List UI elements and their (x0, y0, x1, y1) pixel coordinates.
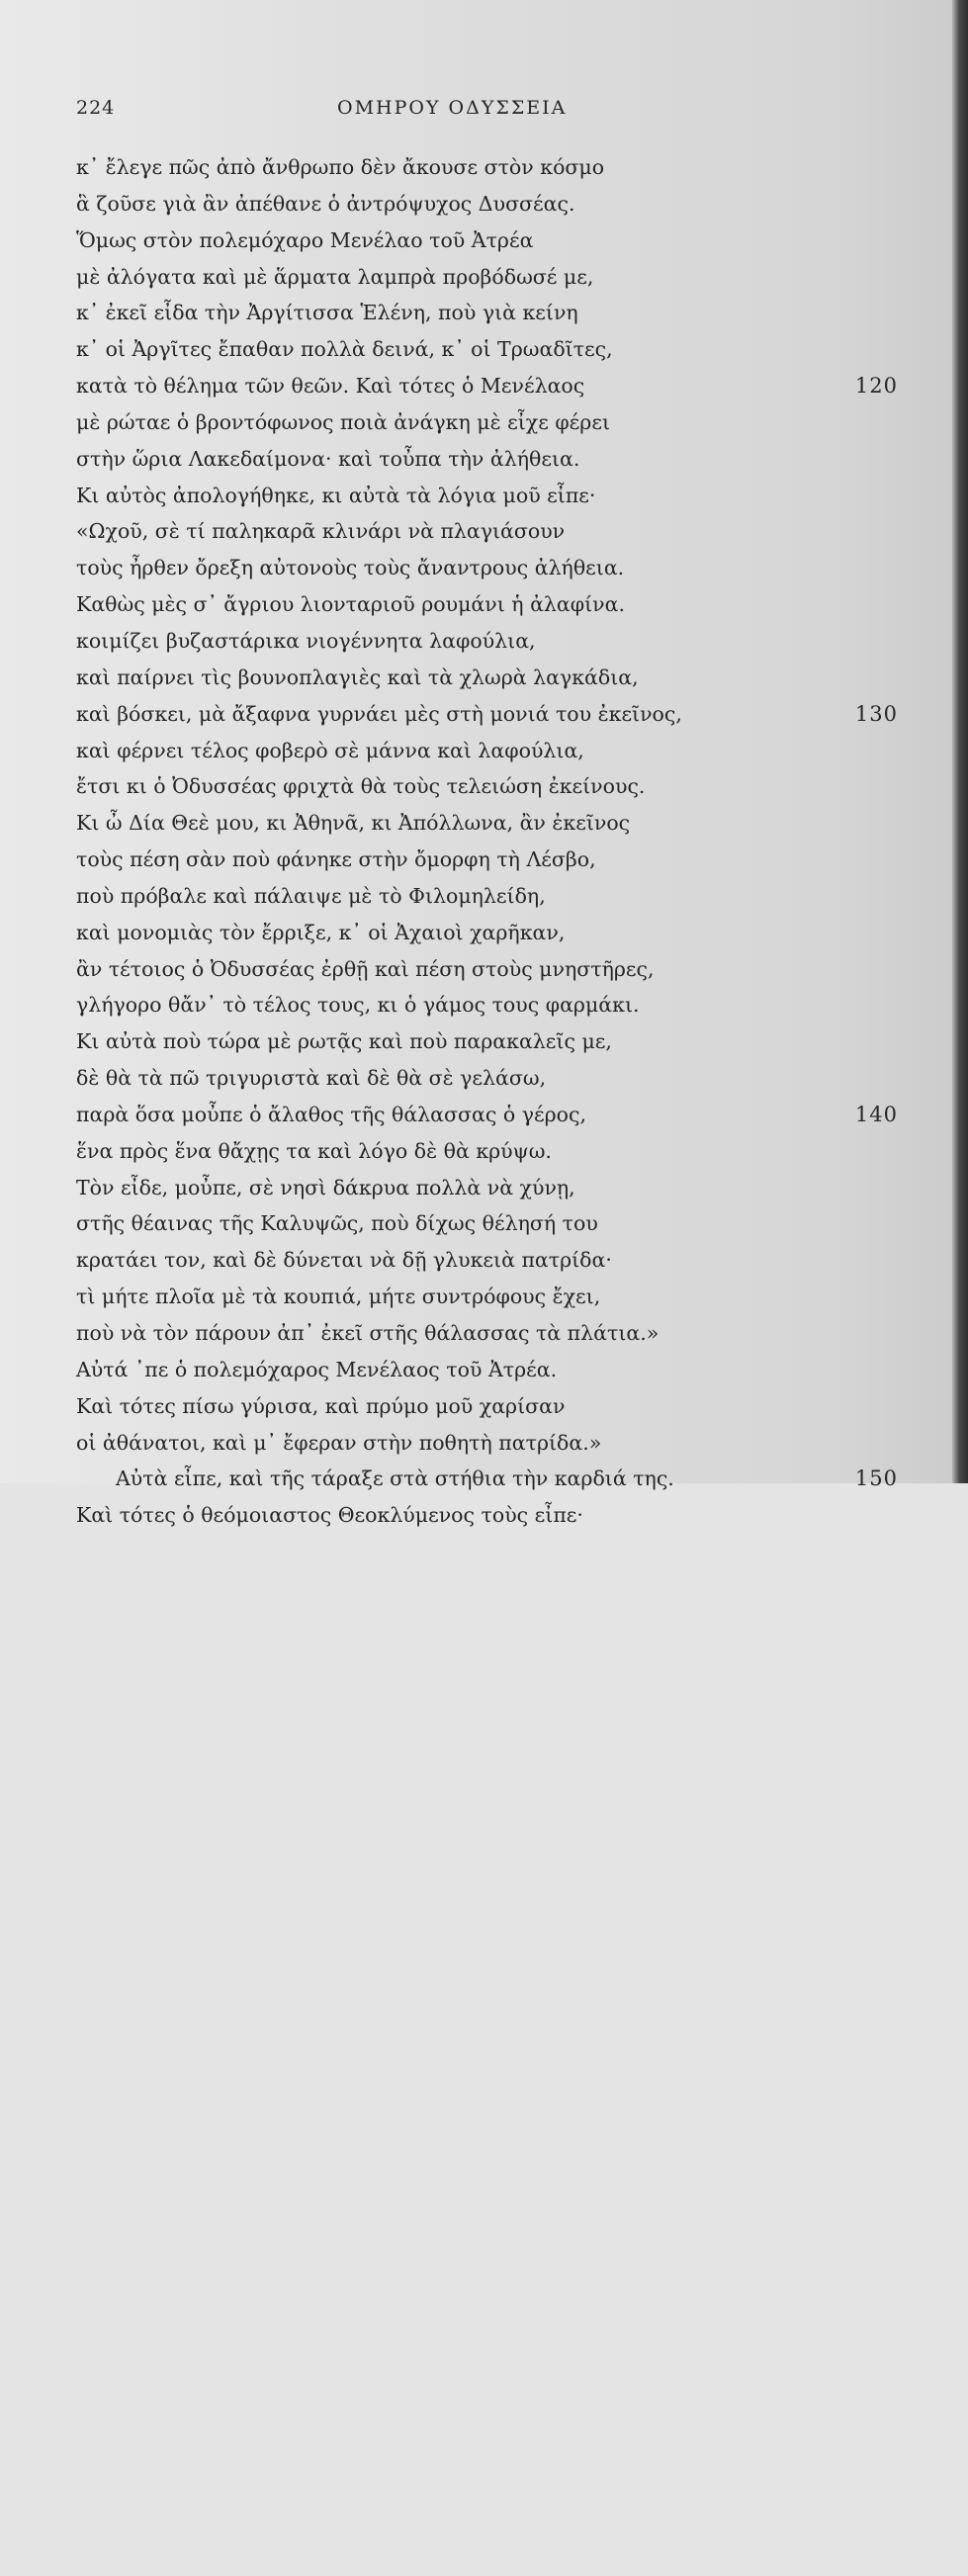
verse-line (76, 149, 907, 186)
verse-line (76, 1133, 907, 1170)
verse-block (76, 149, 907, 1534)
verse-line (76, 733, 907, 769)
verse-line-text: κοιμίζει βυζαστάρικα νιογέννητα λαφούλια, (76, 628, 536, 653)
verse-line-text: οἱ ἀθάνατοι, καὶ μ᾿ ἔφεραν στὴν ποθητὴ πατρίδα.» (76, 1430, 602, 1455)
verse-line (76, 1205, 907, 1242)
verse-line (76, 878, 907, 915)
verse-line (76, 368, 907, 404)
verse-line (76, 550, 907, 586)
verse-line (76, 1497, 907, 1534)
verse-line (76, 1170, 907, 1206)
verse-line-text: Αὐτά ᾿πε ὁ πολεμόχαρος Μενέλαος τοῦ Ἀτρέα. (76, 1357, 558, 1381)
verse-line (76, 768, 907, 805)
verse-line (76, 186, 907, 222)
line-number: 150 (854, 1466, 898, 1491)
verse-line (76, 1315, 907, 1352)
verse-line-text: καὶ φέρνει τέλος φοβερὸ σὲ μάννα καὶ λαφούλια, (76, 738, 584, 762)
verse-line (76, 478, 907, 514)
line-number: 120 (854, 374, 898, 399)
verse-line (76, 1023, 907, 1060)
verse-line-text: παρὰ ὅσα μοὖπε ὁ ἄλαθος τῆς θάλασσας ὁ γέρος, (76, 1102, 586, 1126)
verse-line-text: στῆς θέαινας τῆς Καλυψῶς, ποὺ δίχως θέλησή του (76, 1211, 598, 1236)
verse-line-text: ποὺ νὰ τὸν πάρουν ἀπ᾿ ἐκεῖ στῆς θάλασσας τὰ πλάτια.» (76, 1321, 660, 1345)
verse-line-text: Καὶ τότες ὁ θεόμοιαστος Θεοκλύμενος τοὺς εἶπε· (76, 1503, 583, 1528)
verse-line-text: μὲ ἀλόγατα καὶ μὲ ἅρματα λαμπρὰ προβόδωσέ με, (76, 264, 594, 289)
verse-line-text: ἃ ζοῦσε γιὰ ἂν ἀπέθανε ὁ ἀντρόψυχος Δυσσέας. (76, 191, 575, 216)
verse-line-text: τοὺς ἦρθεν ὄρεξη αὐτονοὺς τοὺς ἄναντρους ἀλήθεια. (76, 556, 625, 580)
verse-line-text: δὲ θὰ τὰ πῶ τριγυριστὰ καὶ δὲ θὰ σὲ γελάσω, (76, 1066, 547, 1091)
verse-line (76, 1352, 907, 1388)
page-number: 224 (76, 97, 116, 119)
page-header (76, 97, 630, 127)
verse-line (76, 1060, 907, 1097)
verse-line-text: στὴν ὥρια Λακεδαίμονα· καὶ τοὖπα τὴν ἀλήθεια. (76, 446, 580, 471)
verse-line (76, 513, 907, 550)
verse-line (76, 1388, 907, 1425)
verse-line-text: γλήγορο θἄν᾿ τὸ τέλος τους, κι ὁ γάμος τους φαρμάκι. (76, 993, 640, 1018)
verse-line-text: Ὅμως στὸν πολεμόχαρο Μενέλαο τοῦ Ἀτρέα (76, 227, 534, 252)
verse-line (76, 259, 907, 296)
verse-line (76, 987, 907, 1023)
verse-line-text: κ᾿ οἱ Ἀργῖτες ἔπαθαν πολλὰ δεινά, κ᾿ οἱ Τρωαδῖτες, (76, 337, 613, 362)
line-number: 140 (854, 1102, 898, 1126)
verse-line (76, 696, 907, 733)
verse-line-text: Κι αὐτὰ ποὺ τώρα μὲ ρωτᾷς καὶ ποὺ παρακαλεῖς με, (76, 1029, 612, 1054)
verse-line (76, 441, 907, 478)
verse-line-text: κ᾿ ἔλεγε πῶς ἀπὸ ἄνθρωπο δὲν ἄκουσε στὸν κόσμο (76, 155, 605, 179)
verse-line-text: καὶ παίρνει τὶς βουνοπλαγιὲς καὶ τὰ χλωρὰ λαγκάδια, (76, 665, 639, 689)
verse-line (76, 915, 907, 951)
verse-line (76, 222, 907, 259)
verse-line (76, 1461, 907, 1497)
running-head: ΟΜΗΡΟΥ ΟΔΥΣΣΕΙΑ (337, 97, 568, 119)
verse-line (76, 1425, 907, 1462)
verse-line (76, 586, 907, 623)
line-number: 130 (854, 701, 898, 726)
verse-line-text: κρατάει τον, καὶ δὲ δύνεται νὰ δῇ γλυκειὰ πατρίδα· (76, 1248, 612, 1273)
verse-line-text: μὲ ρώταε ὁ βροντόφωνος ποιὰ ἀνάγκη μὲ εἶχε φέρει (76, 409, 611, 434)
verse-line-text: ἕνα πρὸς ἕνα θἄχῃς τα καὶ λόγο δὲ θὰ κρύψω. (76, 1138, 552, 1163)
verse-line-text: Κι ὦ Δία Θεὲ μου, κι Ἀθηνᾶ, κι Ἀπόλλωνα, ἂν ἐκεῖνος (76, 811, 631, 836)
verse-line (76, 331, 907, 368)
verse-line-text: ποὺ πρόβαλε καὶ πάλαιψε μὲ τὸ Φιλομηλείδη, (76, 883, 546, 908)
verse-line-text: τὶ μήτε πλοῖα μὲ τὰ κουπιά, μήτε συντρόφους ἔχει, (76, 1285, 601, 1309)
verse-line (76, 805, 907, 842)
verse-line-text: ἂν τέτοιος ὁ Ὀδυσσέας ἐρθῇ καὶ πέση στοὺς μνηστῆρες, (76, 956, 655, 981)
verse-line-text: κ᾿ ἐκεῖ εἶδα τὴν Ἀργίτισσα Ἑλένη, ποὺ γιὰ κείνη (76, 301, 578, 325)
verse-line-text: καὶ μονομιὰς τὸν ἔρριξε, κ᾿ οἱ Ἀχαιοὶ χαρῆκαν, (76, 920, 566, 944)
verse-line (76, 404, 907, 441)
verse-line-text: τοὺς πέση σὰν ποὺ φάνηκε στὴν ὄμορφη τὴ Λέσβο, (76, 847, 596, 872)
verse-line (76, 623, 907, 660)
verse-line (76, 660, 907, 696)
verse-line-text: Καὶ τότες πίσω γύρισα, καὶ πρύμο μοῦ χαρίσαν (76, 1393, 566, 1418)
verse-line-text: Καθὼς μὲς σ᾿ ἄγριου λιονταριοῦ ρουμάνι ἡ ἀλαφίνα. (76, 592, 625, 617)
verse-line-text: Κι αὐτὸς ἀπολογήθηκε, κι αὐτὰ τὰ λόγια μοῦ εἶπε· (76, 483, 596, 507)
verse-line-text: Τὸν εἶδε, μοὖπε, σὲ νησὶ δάκρυα πολλὰ νὰ χύνῃ, (76, 1175, 575, 1199)
verse-line (76, 1097, 907, 1133)
verse-line (76, 1279, 907, 1315)
verse-line (76, 951, 907, 988)
verse-line-text: καὶ βόσκει, μὰ ἄξαφνα γυρνάει μὲς στὴ μονιά του ἐκεῖνος, (76, 701, 682, 726)
book-spine-shadow (952, 0, 968, 1483)
verse-line (76, 842, 907, 878)
verse-line (76, 295, 907, 331)
verse-line-text: «Ωχοῦ, σὲ τί παληκαρᾶ κλινάρι νὰ πλαγιάσουν (76, 519, 566, 544)
verse-line-text: Αὐτὰ εἶπε, καὶ τῆς τάραξε στὰ στήθια τὴν καρδιά της. (116, 1466, 674, 1491)
verse-line-text: ἔτσι κι ὁ Ὀδυσσέας φριχτὰ θὰ τοὺς τελειώση ἐκείνους. (76, 774, 646, 799)
previous-page-bleed (0, 1093, 30, 2576)
verse-line-text: κατὰ τὸ θέλημα τῶν θεῶν. Καὶ τότες ὁ Μενέλαος (76, 374, 585, 399)
verse-line (76, 1242, 907, 1279)
